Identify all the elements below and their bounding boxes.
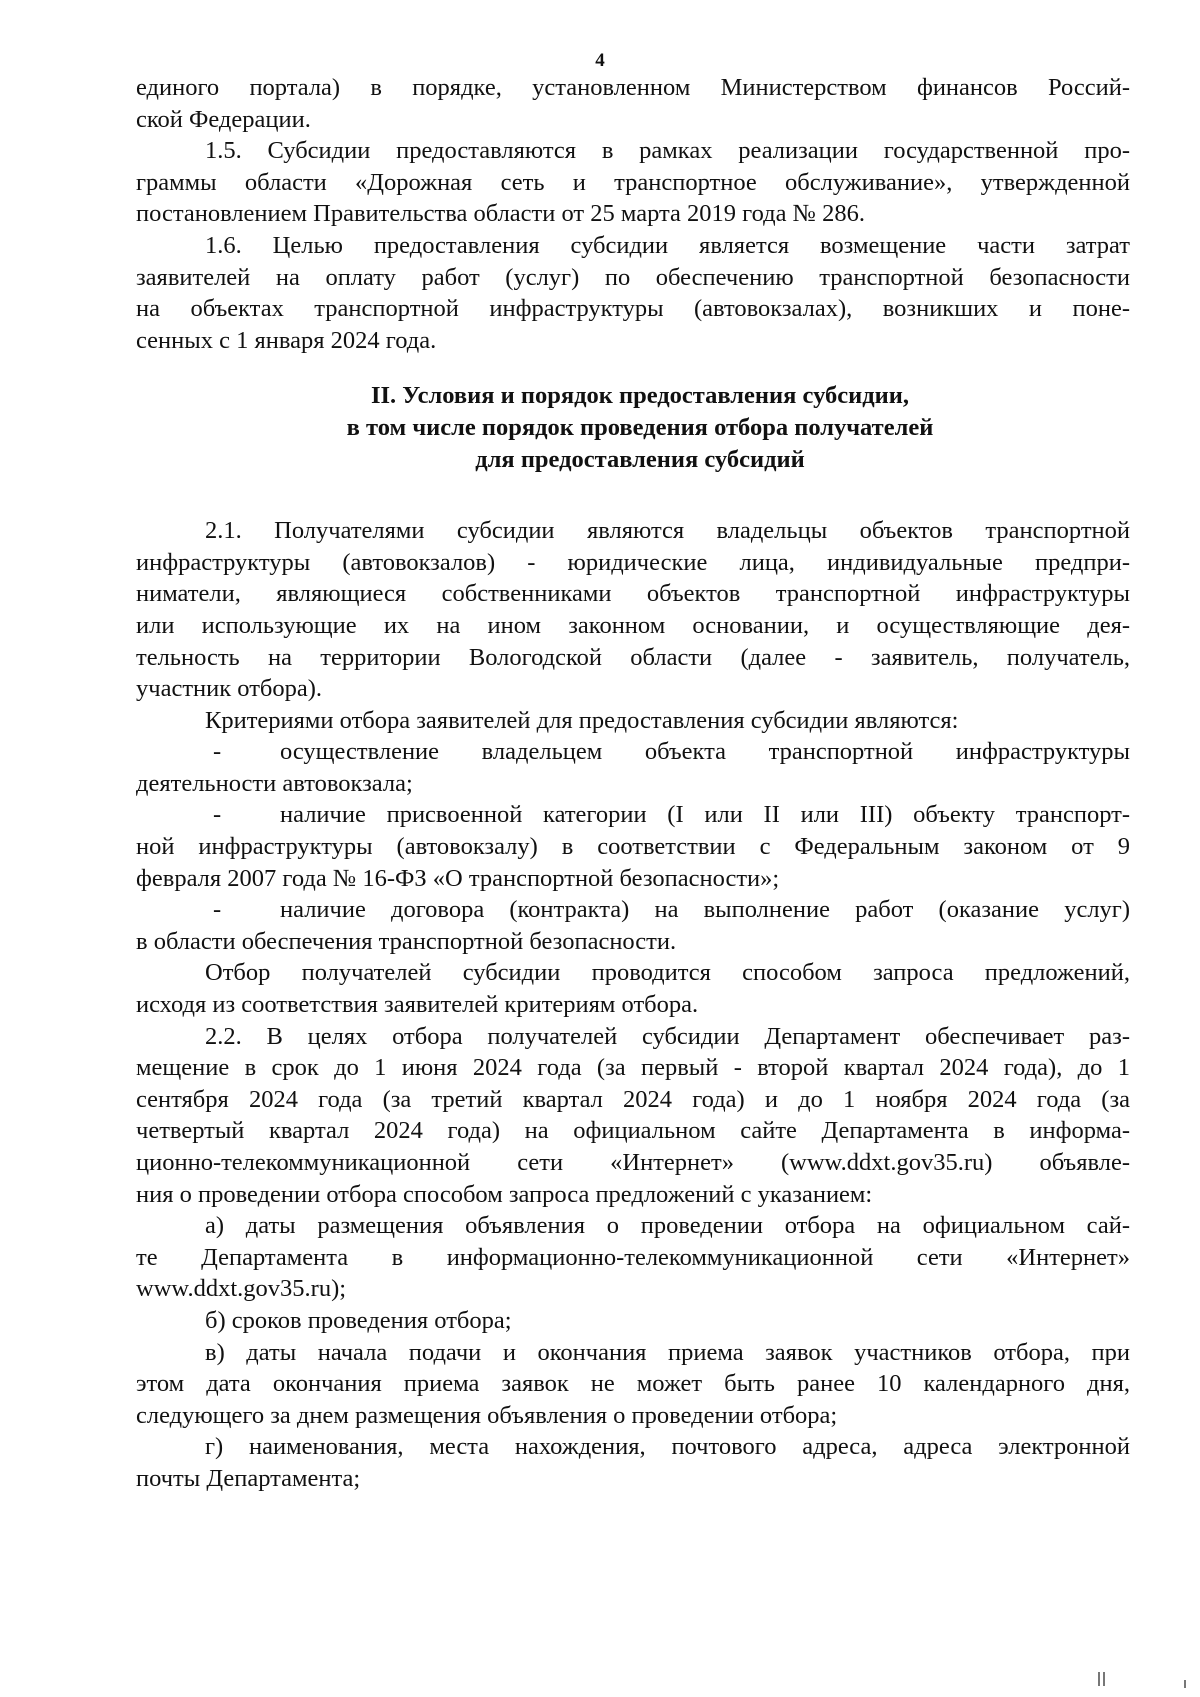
criterion-item	[136, 799, 1130, 831]
item-a-line: www.ddxt.gov35.ru);	[136, 1275, 347, 1303]
scan-mark	[1103, 1672, 1105, 1686]
document-body	[136, 72, 1130, 1495]
dash-marker: -	[213, 738, 222, 766]
text-line: единого портала) в порядке, установленном Министерством финансов Россий-	[136, 74, 1130, 101]
paragraph-1-6-line: на объектах транспортной инфраструктуры (автовокзалах), возникших и поне-	[136, 295, 1130, 323]
paragraph-2-2-line: ционно-телекоммуникационной сети «Интернет» (www.ddxt.gov35.ru) объявле-	[136, 1149, 1130, 1176]
paragraph-2-2-line: 2.2. В целях отбора получателей субсидии Департамент обеспечивает раз-	[205, 1022, 1130, 1050]
scan-mark	[1098, 1672, 1100, 1686]
paragraph-2-1-line: инфраструктуры (автовокзалов) - юридические лица, индивидуальные предпри-	[136, 548, 1130, 576]
item-g-line: почты Департамента;	[136, 1464, 361, 1492]
criterion-text: ной инфраструктуры (автовокзалу) в соответствии с Федеральным законом от 9	[136, 833, 1130, 861]
item-v-line: в) даты начала подачи и окончания приема заявок участников отбора, при	[205, 1338, 1130, 1366]
paragraph-2-1-line: ниматели, являющиеся собственниками объектов транспортной инфраструктуры	[136, 580, 1130, 608]
item-v-line: следующего за днем размещения объявления о проведении отбора;	[136, 1401, 838, 1429]
paragraph-1-5-line: 1.5. Субсидии предоставляются в рамках реализации государственной про-	[205, 137, 1130, 165]
paragraph-1-6-line: заявителей на оплату работ (услуг) по обеспечению транспортной безопасности	[136, 263, 1130, 291]
item-g-line: г) наименования, места нахождения, почтового адреса, адреса электронной	[205, 1433, 1130, 1461]
selection-method-line: исходя из соответствия заявителей критериям отбора.	[136, 991, 699, 1019]
paragraph-1-6-line: сенных с 1 января 2024 года.	[136, 326, 437, 354]
item-b-line: б) сроков проведения отбора;	[205, 1306, 512, 1334]
criterion-text: февраля 2007 года № 16-ФЗ «О транспортной безопасности»;	[136, 864, 780, 892]
criterion-text: наличие договора (контракта) на выполнение работ (оказание услуг)	[280, 896, 1130, 924]
paragraph-2-2-line: мещение в срок до 1 июня 2024 года (за первый - второй квартал 2024 года), до 1	[136, 1054, 1130, 1082]
scan-mark	[1184, 1680, 1186, 1688]
dash-marker: -	[213, 896, 222, 924]
criterion-item	[136, 894, 1130, 926]
section-heading-line: для предоставления субсидий	[475, 445, 805, 473]
paragraph-2-2-line: четвертый квартал 2024 года) на официальном сайте Департамента в информа-	[136, 1117, 1130, 1145]
paragraph-2-2-line: ния о проведении отбора способом запроса предложений с указанием:	[136, 1180, 873, 1208]
paragraph-1-5-line: граммы области «Дорожная сеть и транспортное обслуживание», утвержденной	[136, 168, 1130, 196]
paragraph-2-1-line: тельность на территории Вологодской области (далее - заявитель, получатель,	[136, 643, 1130, 671]
page-number: 4	[595, 50, 605, 71]
item-a-line: а) даты размещения объявления о проведении отбора на официальном сай-	[205, 1212, 1130, 1240]
item-v-line: этом дата окончания приема заявок не может быть ранее 10 календарного дня,	[136, 1370, 1130, 1398]
criterion-item	[136, 736, 1130, 768]
criterion-text: наличие присвоенной категории (I или II или III) объекту транспорт-	[280, 801, 1130, 829]
criterion-text: деятельности автовокзала;	[136, 769, 413, 797]
paragraph-2-1-line: 2.1. Получателями субсидии являются владельцы объектов транспортной	[205, 517, 1130, 545]
section-heading-line: в том числе порядок проведения отбора получателей	[346, 413, 934, 441]
paragraph-1-5-line: постановлением Правительства области от 25 марта 2019 года № 286.	[136, 200, 865, 228]
section-heading-line: II. Условия и порядок предоставления субсидии,	[370, 382, 910, 410]
criterion-text: в области обеспечения транспортной безопасности.	[136, 927, 677, 955]
selection-method-line: Отбор получателей субсидии проводится способом запроса предложений,	[205, 959, 1130, 987]
text-line: ской Федерации.	[136, 105, 311, 133]
paragraph-2-1-line: участник отбора).	[136, 675, 323, 703]
paragraph-2-2-line: сентября 2024 года (за третий квартал 2024 года) и до 1 ноября 2024 года (за	[136, 1085, 1130, 1113]
paragraph-1-6-line: 1.6. Целью предоставления субсидии является возмещение части затрат	[205, 231, 1130, 259]
dash-marker: -	[213, 801, 222, 829]
item-a-line: те Департамента в информационно-телекоммуникационной сети «Интернет»	[136, 1243, 1130, 1271]
criterion-text: осуществление владельцем объекта транспортной инфраструктуры	[280, 738, 1130, 766]
criteria-intro: Критериями отбора заявителей для предоставления субсидии являются:	[205, 706, 959, 734]
paragraph-2-1-line: или использующие их на ином законном основании, и осуществляющие дея-	[136, 611, 1130, 639]
